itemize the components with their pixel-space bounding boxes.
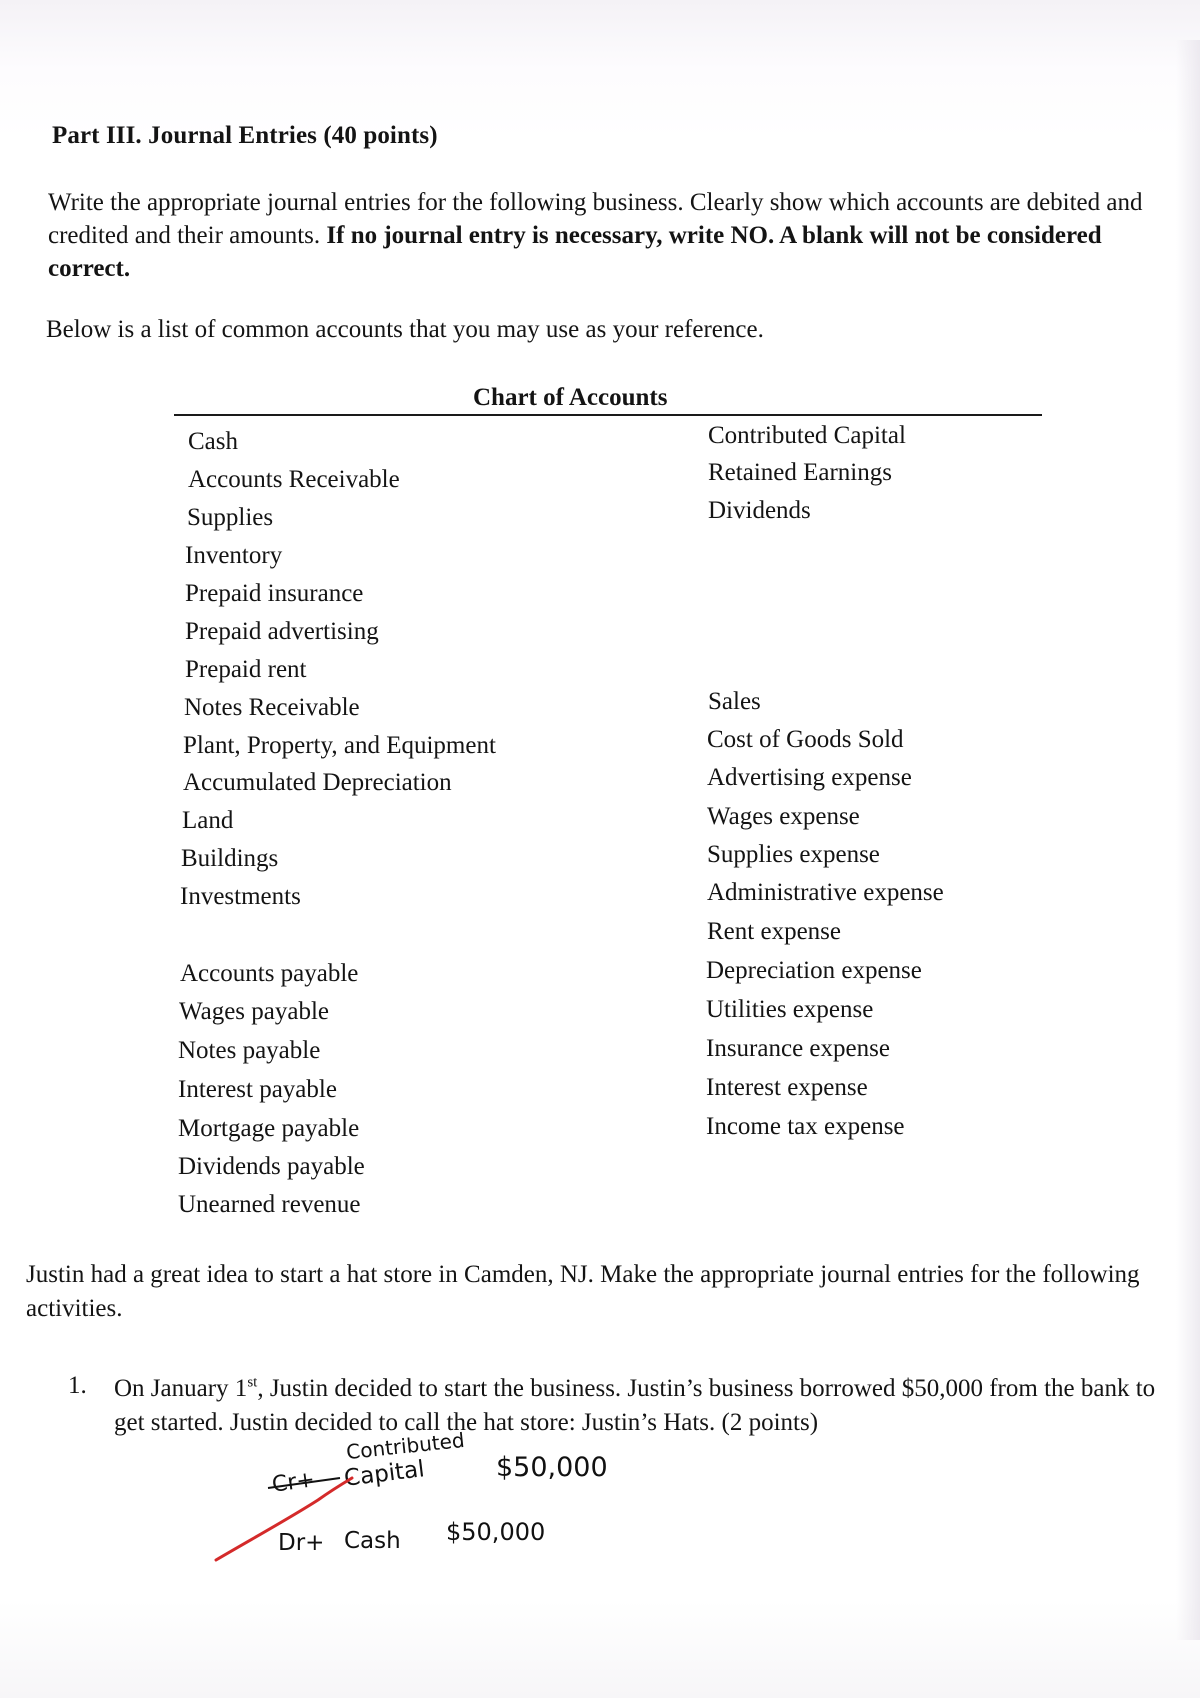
question-text-rest: , Justin decided to start the business. Justin’s business borrowed $50,000 from the bank to get started. Justin decided to call the hat store: Justin’s Hats. (2 points) <box>114 1375 1156 1436</box>
account-left: Cash <box>188 428 238 455</box>
handwritten-credit-amount: $50,000 <box>496 1452 608 1483</box>
account-left: Investments <box>180 883 301 910</box>
instructions-bold: If no journal entry is necessary, write NO. A blank will not be considered correct. <box>48 222 1102 282</box>
account-left: Prepaid rent <box>185 656 307 683</box>
account-right: Income tax expense <box>706 1113 905 1140</box>
account-right: Supplies expense <box>707 841 880 868</box>
account-right: Wages expense <box>707 803 860 830</box>
account-left: Supplies <box>187 504 274 531</box>
account-right: Rent expense <box>707 918 841 945</box>
account-left: Unearned revenue <box>178 1191 361 1218</box>
question-text-start: On January 1 <box>114 1375 248 1402</box>
account-left: Accumulated Depreciation <box>183 769 452 796</box>
scenario-text: Justin had a great idea to start a hat store in Camden, NJ. Make the appropriate journal entries for the following activities. <box>26 1261 1140 1322</box>
account-right: Contributed Capital <box>708 422 906 449</box>
account-left: Inventory <box>185 542 283 569</box>
account-right: Dividends <box>708 497 811 524</box>
chart-of-accounts-title: Chart of Accounts <box>473 384 668 411</box>
account-right: Utilities expense <box>706 996 874 1023</box>
account-left: Interest payable <box>178 1076 337 1103</box>
instructions-normal: Write the appropriate journal entries for the following business. Clearly show which accounts are debited and credited and their amounts. <box>48 189 1143 249</box>
account-right: Insurance expense <box>706 1035 890 1062</box>
account-left: Accounts payable <box>180 960 359 987</box>
handwritten-debit-prefix: Dr+ <box>278 1530 325 1556</box>
handwritten-credit-prefix: Cr+ <box>270 1467 317 1498</box>
account-left: Plant, Property, and Equipment <box>183 732 496 759</box>
account-left: Accounts Receivable <box>188 466 400 493</box>
account-left: Prepaid advertising <box>185 618 379 645</box>
handwritten-credit-account-line2: Capital <box>342 1456 426 1492</box>
account-left: Mortgage payable <box>178 1115 360 1142</box>
account-left: Buildings <box>181 845 279 872</box>
account-right: Cost of Goods Sold <box>707 726 904 753</box>
question-number: 1. <box>68 1372 87 1399</box>
account-right: Sales <box>708 688 761 715</box>
question-ordinal-suffix: st <box>247 1374 258 1391</box>
account-right: Depreciation expense <box>706 957 922 984</box>
reference-note: Below is a list of common accounts that you may use as your reference. <box>46 316 764 343</box>
account-left: Dividends payable <box>178 1153 365 1180</box>
account-left: Notes Receivable <box>184 694 360 721</box>
account-right: Retained Earnings <box>708 459 892 486</box>
account-right: Interest expense <box>706 1074 868 1101</box>
red-check-mark <box>216 1478 352 1560</box>
part-title: Part III. Journal Entries (40 points) <box>52 122 438 149</box>
credit-prefix-strike <box>268 1478 340 1488</box>
handwritten-debit-account: Cash <box>344 1528 401 1554</box>
account-right: Advertising expense <box>707 764 912 791</box>
account-left: Wages payable <box>179 998 329 1025</box>
handwritten-debit-amount: $50,000 <box>446 1518 546 1546</box>
account-left: Prepaid insurance <box>185 580 364 607</box>
account-left: Land <box>182 807 234 834</box>
account-left: Notes payable <box>178 1037 321 1064</box>
account-right: Administrative expense <box>707 879 944 906</box>
handwritten-credit-account-line1: Contributed <box>345 1427 466 1465</box>
